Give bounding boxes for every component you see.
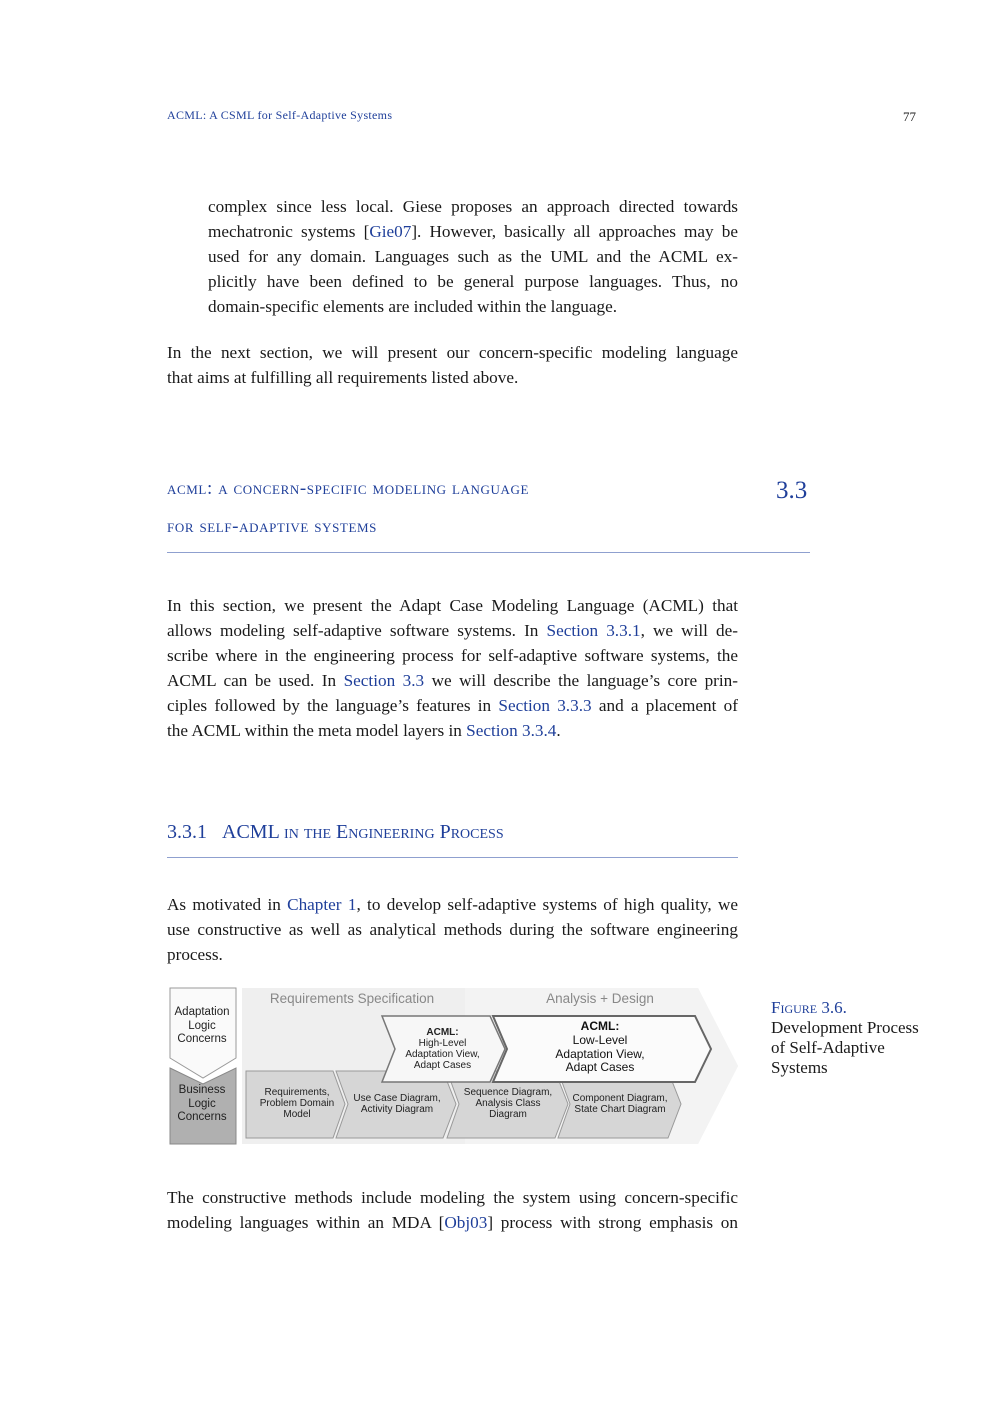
text: ACML: bbox=[580, 1019, 620, 1033]
paragraph bbox=[167, 1185, 738, 1235]
text: Sequence Diagram, bbox=[463, 1087, 553, 1098]
text: ] process with strong emphasis on bbox=[487, 1213, 738, 1232]
section-link[interactable]: Section 3.3.4 bbox=[466, 721, 557, 740]
text-line: complex since less local. Giese proposes an approach directed towards bbox=[208, 197, 738, 216]
text: allows modeling self-adaptive software systems. In bbox=[167, 621, 547, 640]
step-label bbox=[459, 1087, 557, 1120]
text: High-Level bbox=[418, 1038, 467, 1049]
chapter-link[interactable]: Chapter 1 bbox=[287, 895, 357, 914]
text: ACML can be used. In bbox=[167, 671, 344, 690]
text: Systems bbox=[771, 1058, 828, 1077]
citation-link[interactable]: Obj03 bbox=[444, 1213, 488, 1232]
section-link[interactable]: Section 3.3.3 bbox=[498, 696, 592, 715]
text: Low-Level bbox=[572, 1032, 628, 1047]
high-level-label bbox=[395, 1027, 490, 1071]
text: ACML bbox=[222, 821, 285, 843]
text: the ACML within the meta model layers in bbox=[167, 721, 467, 740]
text: ]. However, basically all approaches may be bbox=[411, 222, 738, 241]
text: Problem Domain bbox=[259, 1098, 335, 1109]
citation-link[interactable]: Gie07 bbox=[369, 222, 412, 241]
text: Logic bbox=[188, 1097, 216, 1110]
step-label bbox=[568, 1093, 672, 1115]
section-link[interactable]: Section 3.3.1 bbox=[546, 621, 641, 640]
text-line: In this section, we present the Adapt Case Modeling Language (ACML) that bbox=[167, 596, 738, 615]
page-number: 77 bbox=[903, 109, 916, 124]
text-line: that aims at fulfilling all requirements listed above. bbox=[167, 368, 519, 387]
text: Diagram bbox=[489, 1109, 527, 1120]
text: and a placement of bbox=[591, 696, 738, 715]
text: ciples followed by the language’s features in bbox=[167, 696, 499, 715]
low-level-label bbox=[530, 1020, 670, 1075]
text-line: use constructive as well as analytical methods during the software engineering bbox=[167, 920, 738, 939]
figure-label: Figure 3.6. bbox=[771, 998, 847, 1017]
text: Concerns bbox=[177, 1033, 227, 1045]
text: Adapt Cases bbox=[565, 1060, 635, 1075]
section-number: 3.3 bbox=[776, 477, 808, 504]
subsection-number: 3.3.1 bbox=[167, 821, 207, 843]
phase-label: Requirements Specification bbox=[269, 991, 435, 1006]
text: of Self-Adaptive bbox=[771, 1038, 885, 1057]
text: Adaptation View, bbox=[555, 1046, 645, 1061]
text: As motivated in bbox=[167, 895, 288, 914]
text-line: used for any domain. Languages such as the UML and the ACML ex- bbox=[208, 247, 738, 266]
text: Component Diagram, bbox=[572, 1093, 668, 1104]
text: , we will de- bbox=[640, 621, 738, 640]
text: mechatronic systems [ bbox=[208, 222, 370, 241]
text: we will describe the language’s core prin- bbox=[424, 671, 739, 690]
adaptation-concerns-label bbox=[168, 1006, 236, 1047]
business-concerns-label bbox=[168, 1084, 236, 1125]
text-line: scribe where in the engineering process for self-adaptive software systems, the bbox=[167, 646, 738, 665]
text: , to develop self-adaptive systems of high quality, we bbox=[356, 895, 738, 914]
text: . bbox=[556, 721, 561, 740]
text: Use Case Diagram, bbox=[353, 1093, 441, 1104]
text: in the Engineering Process bbox=[284, 821, 504, 843]
section-title-line2: for self-adaptive systems bbox=[167, 516, 377, 537]
text: Adapt Cases bbox=[413, 1060, 472, 1071]
figure-caption bbox=[771, 998, 919, 1078]
text: Logic bbox=[188, 1019, 216, 1032]
text: Adaptation bbox=[174, 1006, 230, 1018]
step-label bbox=[348, 1093, 446, 1115]
text: State Chart Diagram bbox=[574, 1104, 666, 1115]
text: Activity Diagram bbox=[360, 1104, 434, 1115]
text: modeling languages within an MDA [ bbox=[167, 1213, 445, 1232]
text: Requirements, bbox=[264, 1087, 330, 1098]
text: Concerns bbox=[177, 1111, 227, 1123]
section-link[interactable]: Section 3.3 bbox=[343, 671, 425, 690]
text-line: process. bbox=[167, 945, 223, 964]
text: Analysis Class bbox=[475, 1098, 541, 1109]
section-title-line1: acml: a concern-specific modeling language bbox=[167, 478, 530, 499]
phase-label: Analysis + Design bbox=[546, 991, 654, 1006]
text: ACML: bbox=[426, 1027, 459, 1038]
text-line: In the next section, we will present our concern-specific modeling language bbox=[167, 343, 738, 362]
text-line: plicitly have been defined to be general purpose languages. Thus, no bbox=[208, 272, 738, 291]
text: Model bbox=[283, 1109, 311, 1120]
text: Adaptation View, bbox=[405, 1049, 480, 1060]
text: Development Process bbox=[771, 1018, 919, 1037]
running-header: ACML: A CSML for Self-Adaptive Systems bbox=[167, 108, 393, 122]
text-line: domain-specific elements are included within the language. bbox=[208, 297, 618, 316]
step-label bbox=[250, 1087, 344, 1120]
text-line: The constructive methods include modeling the system using concern-specific bbox=[167, 1188, 738, 1207]
text: Business bbox=[178, 1084, 226, 1096]
